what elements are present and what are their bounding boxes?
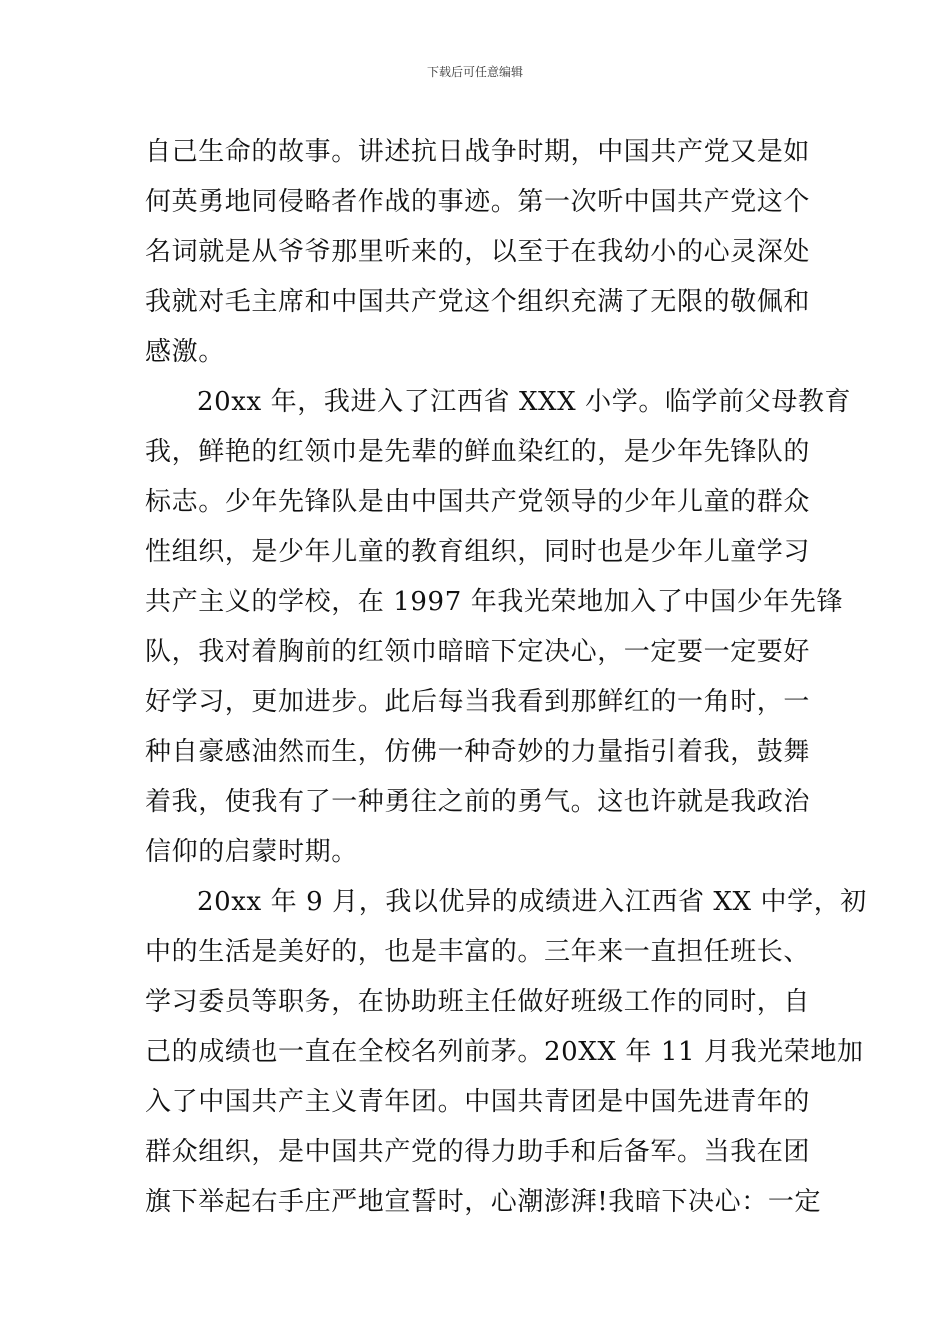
- text-line: 中的生活是美好的，也是丰富的。三年来一直担任班长、: [145, 937, 811, 967]
- text-line: 感激。: [145, 337, 225, 367]
- text-line: 种自豪感油然而生，仿佛一种奇妙的力量指引着我，鼓舞: [145, 737, 811, 767]
- text-line: 学习委员等职务，在协助班主任做好班级工作的同时，自: [145, 987, 811, 1017]
- paragraph: [145, 877, 867, 1227]
- text-line: 20xx 年，我进入了江西省 XXX 小学。临学前父母教育: [197, 387, 852, 417]
- text-line: 己的成绩也一直在全校名列前茅。20XX 年 11 月我光荣地加: [145, 1037, 864, 1067]
- text-line: 好学习，更加进步。此后每当我看到那鲜红的一角时，一: [145, 687, 811, 717]
- paragraph: [145, 127, 815, 377]
- text-line: 性组织，是少年儿童的教育组织，同时也是少年儿童学习: [145, 537, 811, 567]
- text-line: 信仰的启蒙时期。: [145, 837, 358, 867]
- paragraph: [145, 377, 852, 877]
- text-line: 入了中国共产主义青年团。中国共青团是中国先进青年的: [145, 1087, 811, 1117]
- text-line: 共产主义的学校，在 1997 年我光荣地加入了中国少年先锋: [145, 587, 844, 617]
- text-line: 群众组织，是中国共产党的得力助手和后备军。当我在团: [145, 1137, 811, 1167]
- text-line: 着我，使我有了一种勇往之前的勇气。这也许就是我政治: [145, 787, 811, 817]
- text-line: 自己生命的故事。讲述抗日战争时期，中国共产党又是如: [145, 137, 811, 167]
- text-line: 名词就是从爷爷那里听来的，以至于在我幼小的心灵深处: [145, 237, 811, 267]
- page-header: 下载后可任意编辑: [426, 65, 523, 79]
- document-body: [145, 127, 867, 1227]
- text-line: 何英勇地同侵略者作战的事迹。第一次听中国共产党这个: [145, 187, 811, 217]
- text-line: 队，我对着胸前的红领巾暗暗下定决心，一定要一定要好: [145, 637, 811, 667]
- text-line: 我就对毛主席和中国共产党这个组织充满了无限的敬佩和: [145, 287, 811, 317]
- text-line: 20xx 年 9 月，我以优异的成绩进入江西省 XX 中学，初: [197, 887, 867, 917]
- text-line: 标志。少年先锋队是由中国共产党领导的少年儿童的群众: [145, 487, 811, 517]
- text-line: 我，鲜艳的红领巾是先辈的鲜血染红的，是少年先锋队的: [145, 437, 811, 467]
- text-line: 旗下举起右手庄严地宣誓时，心潮澎湃!我暗下决心：一定: [145, 1187, 822, 1217]
